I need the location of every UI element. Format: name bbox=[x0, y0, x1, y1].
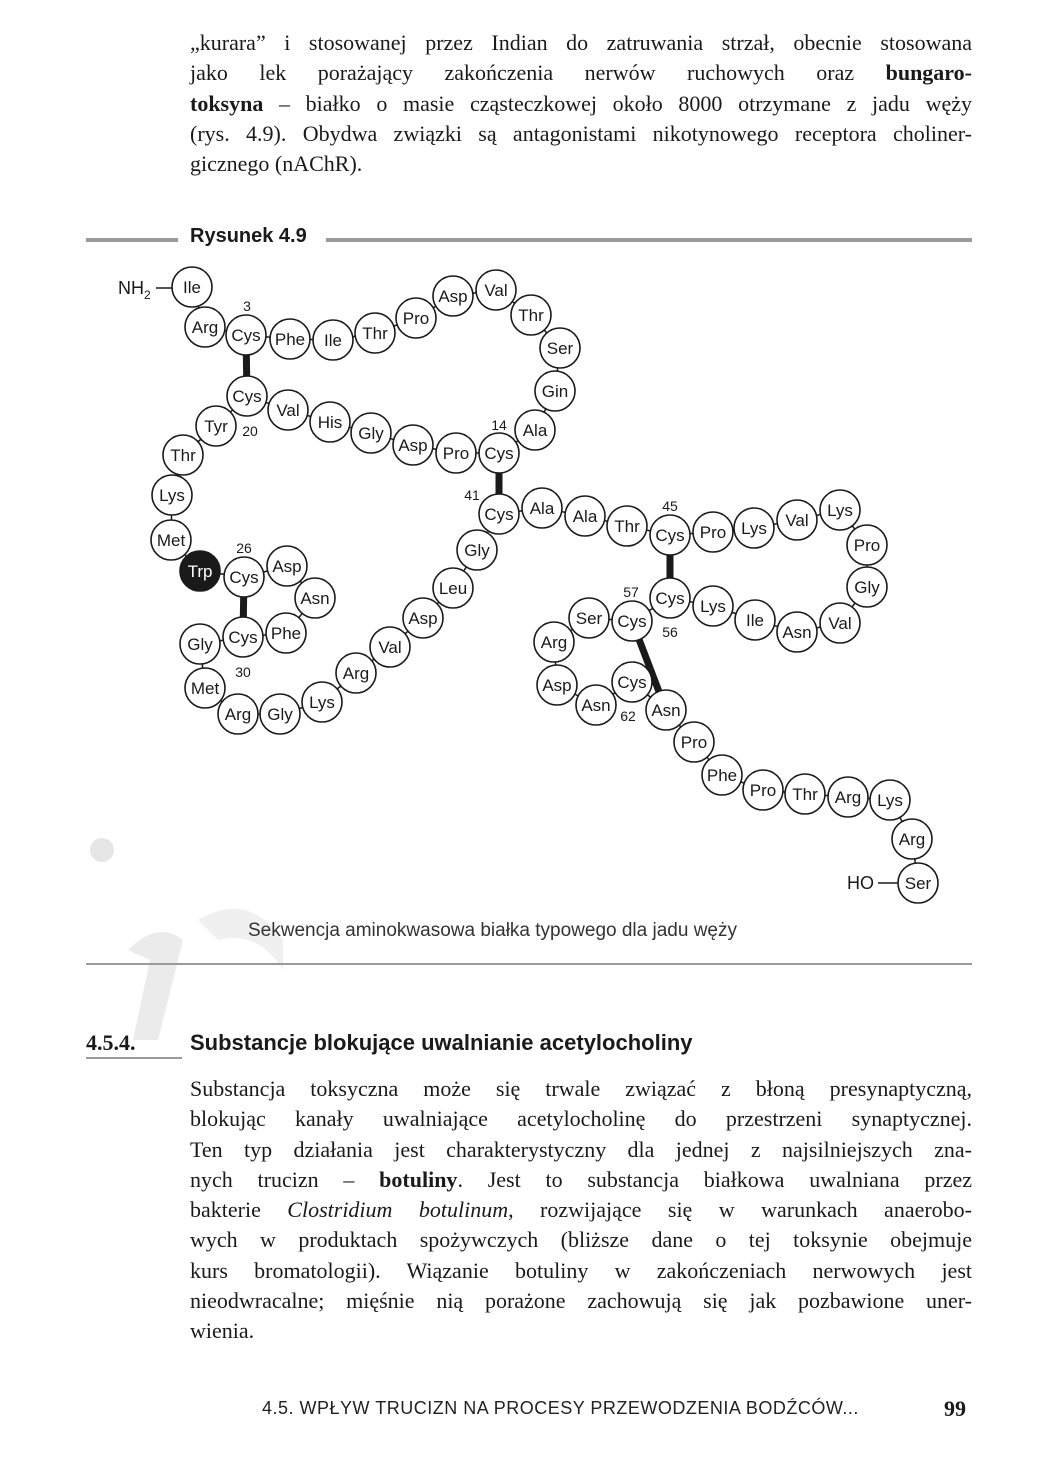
residue-label: Gly bbox=[854, 578, 880, 597]
residue-label: Phe bbox=[270, 624, 302, 643]
text-line: kurs bromatologii). Wiązanie botuliny w zakończeniach nerwowych jest bbox=[190, 1257, 972, 1283]
residue-leu bbox=[433, 568, 473, 608]
position-number: 57 bbox=[623, 584, 639, 600]
residue-cys bbox=[226, 315, 266, 355]
residue-label: Gly bbox=[267, 705, 293, 724]
residue-cys bbox=[224, 557, 264, 597]
residue-thr bbox=[355, 313, 395, 353]
residue-ala bbox=[565, 496, 605, 536]
c-terminus-label: HO bbox=[847, 873, 874, 893]
position-number: 62 bbox=[620, 708, 636, 724]
residue-label: Lys bbox=[159, 486, 185, 505]
residue-label: Ser bbox=[575, 609, 603, 628]
residue-label: Cys bbox=[617, 673, 647, 692]
residue-label: Val bbox=[378, 638, 402, 657]
residue-cys bbox=[227, 376, 267, 416]
residue-cys bbox=[650, 578, 690, 618]
position-number: 14 bbox=[491, 417, 507, 433]
residue-gin bbox=[535, 371, 575, 411]
residue-label: Ile bbox=[183, 278, 201, 297]
residue-label: Phe bbox=[274, 330, 306, 349]
residue-thr bbox=[511, 295, 551, 335]
position-number: 45 bbox=[662, 498, 678, 514]
residue-label: Gin bbox=[541, 382, 569, 401]
residue-lys bbox=[820, 490, 860, 530]
residue-label: Val bbox=[828, 614, 852, 633]
residue-lys bbox=[870, 780, 910, 820]
residue-pro bbox=[674, 722, 714, 762]
residue-label: Val bbox=[276, 401, 300, 420]
residue-gly bbox=[260, 694, 300, 734]
residue-label: Ile bbox=[746, 611, 764, 630]
residue-asn bbox=[646, 690, 686, 730]
residue-label: Gly bbox=[464, 541, 490, 560]
position-number: 3 bbox=[243, 298, 251, 314]
residue-label: Cys bbox=[229, 568, 259, 587]
residue-label: Cys bbox=[228, 628, 258, 647]
residue-label: Asp bbox=[398, 436, 428, 455]
residue-label: Val bbox=[785, 511, 809, 530]
residue-label: Ser bbox=[904, 874, 932, 893]
residue-label: Lys bbox=[827, 501, 853, 520]
n-terminus-label: $NH_2$ bbox=[118, 278, 151, 302]
residue-label: Arg bbox=[191, 318, 219, 337]
residue-val bbox=[777, 500, 817, 540]
position-number: 41 bbox=[464, 487, 480, 503]
residue-label: Gly bbox=[187, 635, 213, 654]
residue-asp bbox=[393, 425, 433, 465]
residue-pro bbox=[847, 525, 887, 565]
residue-lys bbox=[152, 475, 192, 515]
residue-arg bbox=[185, 307, 225, 347]
residue-ile bbox=[313, 320, 353, 360]
residue-label: Tyr bbox=[204, 417, 228, 436]
residue-cys bbox=[479, 494, 519, 534]
residue-phe bbox=[702, 755, 742, 795]
position-number: 20 bbox=[242, 423, 258, 439]
residue-label: Pro bbox=[442, 444, 470, 463]
residue-label: Cys bbox=[655, 589, 685, 608]
residue-label: Cys bbox=[655, 526, 685, 545]
residue-label: Gly bbox=[358, 424, 384, 443]
residue-label: Cys bbox=[484, 444, 514, 463]
residue-gly bbox=[351, 413, 391, 453]
text-line: gicznego (nAChR). bbox=[190, 151, 363, 177]
residue-pro bbox=[693, 512, 733, 552]
residue-label: Lys bbox=[877, 791, 903, 810]
residue-label: Pro bbox=[749, 781, 777, 800]
residue-asn bbox=[295, 578, 335, 618]
residue-asp bbox=[537, 665, 577, 705]
residue-ile bbox=[735, 600, 775, 640]
residue-label: Thr bbox=[518, 306, 544, 325]
residue-phe bbox=[266, 613, 306, 653]
text-line: Ten typ działania jest charakterystyczny dla jednej z najsilniejszych zna- bbox=[190, 1136, 972, 1162]
residue-label: Arg bbox=[540, 633, 568, 652]
residue-label: Thr bbox=[362, 324, 388, 343]
residue-thr bbox=[785, 774, 825, 814]
position-number: 30 bbox=[235, 664, 251, 680]
residue-pro bbox=[396, 298, 436, 338]
residue-label: Thr bbox=[614, 517, 640, 536]
residue-asp bbox=[433, 276, 473, 316]
section-number: 4.5.4. bbox=[86, 1030, 136, 1055]
text-line: „kurara” i stosowanej przez Indian do zatruwania strzał, obecnie stosowana bbox=[190, 30, 972, 55]
residue-ser bbox=[569, 598, 609, 638]
residue-gly bbox=[457, 530, 497, 570]
residue-label: Pro bbox=[402, 309, 430, 328]
residue-phe bbox=[270, 319, 310, 359]
residue-val bbox=[476, 270, 516, 310]
section-title: Substancje blokujące uwalnianie acetylocholiny bbox=[190, 1030, 693, 1055]
residue-label: Ser bbox=[546, 339, 574, 358]
text-line: jako lek porażający zakończenia nerwów ruchowych oraz bungaro- bbox=[190, 60, 972, 86]
residue-label: Asp bbox=[272, 557, 302, 576]
residue-arg bbox=[828, 777, 868, 817]
residue-arg bbox=[534, 622, 574, 662]
residue-met bbox=[151, 520, 191, 560]
residue-lys bbox=[734, 508, 774, 548]
residue-label: Asn bbox=[651, 701, 681, 720]
position-numbers bbox=[235, 298, 681, 724]
text-line: nych trucizn – botuliny. Jest to substancja białkowa uwalniana przez bbox=[190, 1166, 972, 1192]
residue-label: Pro bbox=[853, 536, 881, 555]
body-paragraph bbox=[190, 1074, 972, 1347]
text-line: wych w produktach spożywczych (bliższe dane o tej toksynie obejmuje bbox=[190, 1227, 972, 1253]
figure-bottom-rule bbox=[86, 963, 972, 965]
residue-label: Cys bbox=[231, 326, 261, 345]
figure-title: Rysunek 4.9 bbox=[190, 225, 307, 247]
text-line: bakterie Clostridium botulinum, rozwijające się w warunkach anaerobo- bbox=[190, 1197, 972, 1223]
residue-label: Arg bbox=[898, 830, 926, 849]
residue-asp bbox=[403, 598, 443, 638]
residues bbox=[151, 267, 938, 903]
text-line: (rys. 4.9). Obydwa związki są antagonistami nikotynowego receptora choliner- bbox=[190, 120, 972, 146]
residue-tyr bbox=[196, 406, 236, 446]
residue-ser bbox=[540, 328, 580, 368]
text-line: wienia. bbox=[190, 1318, 255, 1344]
residue-ala bbox=[522, 488, 562, 528]
residue-thr bbox=[163, 435, 203, 475]
residue-arg bbox=[336, 653, 376, 693]
residue-lys bbox=[693, 586, 733, 626]
residue-label: Cys bbox=[484, 505, 514, 524]
residue-label: Asn bbox=[300, 589, 330, 608]
residue-label: Lys bbox=[741, 519, 767, 538]
residue-val bbox=[820, 603, 860, 643]
residue-asn bbox=[576, 685, 616, 725]
residue-asn bbox=[777, 612, 817, 652]
residue-val bbox=[268, 390, 308, 430]
residue-label: Asp bbox=[408, 609, 438, 628]
residue-label: Thr bbox=[792, 785, 818, 804]
residue-cys bbox=[612, 601, 652, 641]
residue-pro bbox=[436, 433, 476, 473]
section-number-underline bbox=[86, 1057, 182, 1059]
residue-label: Ala bbox=[572, 507, 598, 526]
residue-ser bbox=[898, 863, 938, 903]
running-footer: 4.5. WPŁYW TRUCIZN NA PROCESY PRZEWODZENIA BODŹCÓW... bbox=[262, 1398, 859, 1418]
residue-arg bbox=[892, 819, 932, 859]
residue-label: Leu bbox=[438, 579, 468, 598]
residue-label: Cys bbox=[617, 612, 647, 631]
position-number: 26 bbox=[236, 540, 252, 556]
residue-label: Met bbox=[190, 679, 220, 698]
residue-label: Ile bbox=[324, 331, 342, 350]
residue-label: Ala bbox=[522, 421, 548, 440]
residue-label: Arg bbox=[834, 788, 862, 807]
residue-cys bbox=[223, 617, 263, 657]
residue-gly bbox=[847, 567, 887, 607]
residue-lys bbox=[302, 682, 342, 722]
residue-thr bbox=[607, 506, 647, 546]
residue-gly bbox=[180, 624, 220, 664]
residue-pro bbox=[743, 770, 783, 810]
residue-label: Arg bbox=[342, 664, 370, 683]
residue-cys bbox=[479, 433, 519, 473]
residue-label: His bbox=[317, 413, 343, 432]
residue-label: Arg bbox=[224, 705, 252, 724]
text-line: nieodwracalne; mięśnie nią porażone zachowują się jak pozbawione uner- bbox=[190, 1288, 972, 1314]
residue-label: Lys bbox=[700, 597, 726, 616]
residue-cys bbox=[650, 515, 690, 555]
residue-label: Thr bbox=[170, 446, 196, 465]
text-line: blokując kanały uwalniające acetylocholinę do przestrzeni synaptycznej. bbox=[190, 1106, 972, 1132]
disulfide-bonds bbox=[243, 335, 670, 710]
residue-label: Ala bbox=[529, 499, 555, 518]
residue-label: Pro bbox=[680, 733, 708, 752]
residue-label: Met bbox=[156, 531, 186, 550]
figure-caption: Sekwencja aminokwasowa białka typowego dla jadu węży bbox=[248, 920, 737, 941]
residue-label: Cys bbox=[232, 387, 262, 406]
residue-arg bbox=[218, 694, 258, 734]
position-number: 56 bbox=[662, 624, 678, 640]
residue-asp bbox=[267, 546, 307, 586]
residue-label: Asp bbox=[542, 676, 572, 695]
residue-label: Asp bbox=[438, 287, 468, 306]
residue-label: Val bbox=[484, 281, 508, 300]
text-line: Substancja toksyczna może się trwale związać z błoną presynaptyczną, bbox=[190, 1076, 972, 1101]
residue-val bbox=[370, 627, 410, 667]
residue-his bbox=[310, 402, 350, 442]
residue-cys bbox=[612, 662, 652, 702]
residue-ile bbox=[172, 267, 212, 307]
residue-met bbox=[185, 668, 225, 708]
residue-trp bbox=[180, 551, 220, 591]
page-number: 99 bbox=[944, 1396, 966, 1421]
residue-label: Pro bbox=[699, 523, 727, 542]
residue-label: Lys bbox=[309, 693, 335, 712]
residue-ala bbox=[515, 410, 555, 450]
residue-label: Asn bbox=[581, 696, 611, 715]
residue-label: Trp bbox=[187, 562, 213, 581]
residue-label: Asn bbox=[782, 623, 812, 642]
residue-label: Phe bbox=[706, 766, 738, 785]
text-line: toksyna – białko o masie cząsteczkowej około 8000 otrzymane z jadu węży bbox=[190, 90, 972, 116]
